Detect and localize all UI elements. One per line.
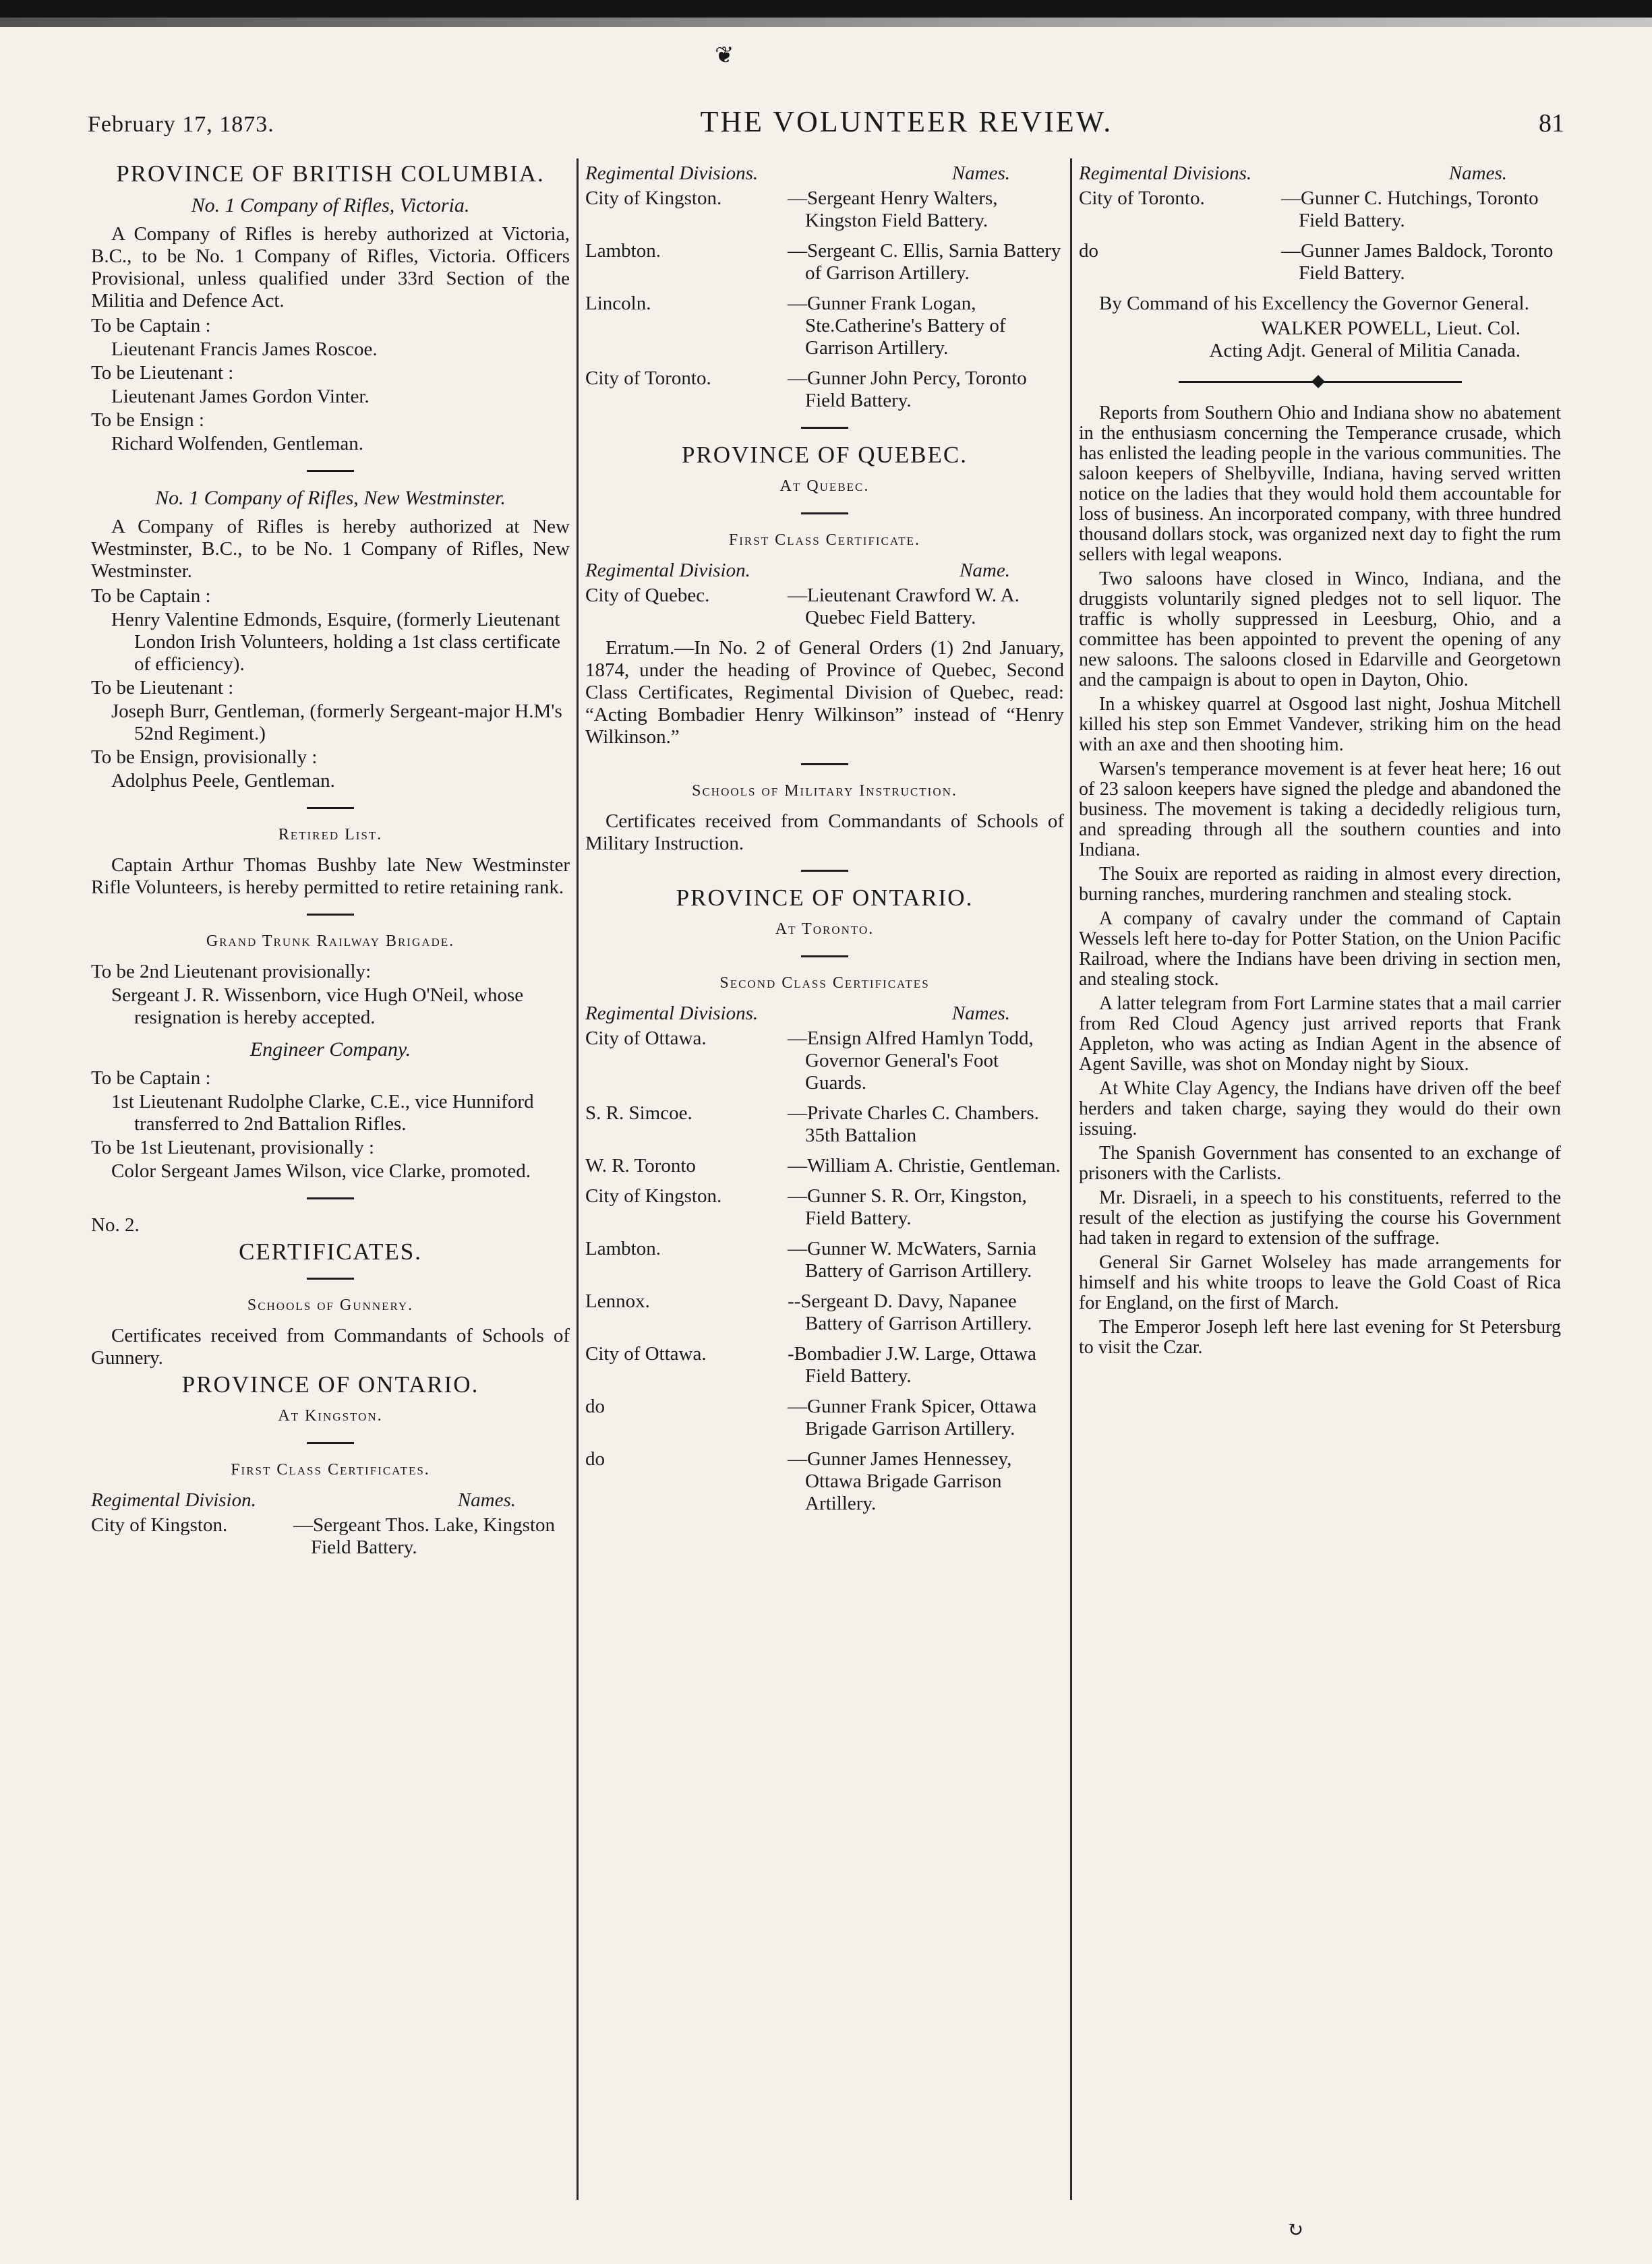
appointment-line: To be Lieutenant : [91,677,234,698]
name-cell: —Ensign Alfred Hamlyn Todd, Governor General's Foot Guards. [788,1027,1034,1094]
division-cell: City of Quebec. [585,585,710,606]
news-paragraph: General Sir Garnet Wolseley has made arrangements for himself and his white troops to leave the Gold Coast of Rica for England, on the first of March. [1079,1252,1561,1313]
appointment-line: To be 1st Lieutenant, provisionally : [91,1137,375,1158]
name-cell: —Sergeant C. Ellis, Sarnia Battery of Garrison Artillery. [788,240,1061,284]
table-header [585,560,1064,582]
appointment-line: To be Lieutenant : [91,362,234,384]
table-header [1079,162,1561,185]
header-division: Regimental Divisions. [585,1003,759,1024]
division-cell: City of Toronto. [1079,187,1205,209]
signer-title: Acting Adjt. General of Militia Canada. [1209,340,1521,361]
ornamental-divider [1179,381,1462,383]
subheading: Retired List. [278,826,383,843]
division-cell: W. R. Toronto [585,1155,696,1176]
divider [307,807,354,809]
subheading: Schools of Military Instruction. [692,782,957,800]
newspaper-title: THE VOLUNTEER REVIEW. [700,105,1113,138]
appointment-name: Adolphus Peele, Gentleman. [111,770,335,792]
header-names: Names. [1448,162,1507,184]
divider [307,1442,354,1444]
division-cell: Lambton. [585,1238,661,1259]
divider [307,470,354,472]
division-cell: S. R. Simcoe. [585,1102,692,1124]
news-paragraph: The Souix are reported as raiding in almost every direction, burning ranches, murdering ranchmen and stealing stock. [1079,864,1561,905]
subheading: At Quebec. [779,477,870,495]
header-names: Name. [960,560,1010,581]
table-header [585,1003,1064,1025]
divider [307,1197,354,1199]
table-row [585,1396,1064,1440]
appointment-line: To be Captain : [91,585,211,607]
name-cell: —Gunner S. R. Orr, Kingston, Field Battery. [788,1185,1027,1229]
name-cell: —Gunner Frank Logan, Ste.Catherine's Battery of Garrison Artillery. [788,293,1006,359]
table-header [585,162,1064,185]
table-header [91,1489,570,1512]
appointment-line: To be Ensign : [91,409,204,431]
appointment-line: To be 2nd Lieutenant provisionally: [91,961,372,982]
paragraph: Certificates received from Commandants of Schools of Gunnery. [91,1325,570,1369]
news-paragraph: The Emperor Joseph left here last evening for St Petersburg to visit the Czar. [1079,1317,1561,1358]
table-row [585,585,1064,629]
division-cell: City of Kingston. [585,187,722,209]
subheading: No. 1 Company of Rifles, New Westminster. [155,487,506,509]
division-cell: do [585,1448,605,1470]
appointment-name: 1st Lieutenant Rudolphe Clarke, C.E., vice Hunniford transferred to 2nd Battalion Rifles. [111,1091,534,1135]
command-line: By Command of his Excellency the Governor General. [1099,293,1529,314]
table-row [585,1238,1064,1282]
name-cell: —Private Charles C. Chambers. 35th Battalion [788,1102,1039,1146]
subheading: No. 1 Company of Rifles, Victoria. [191,194,470,216]
header-division: Regimental Division. [91,1489,256,1511]
news-paragraph: Warsen's temperance movement is at fever heat here; 16 out of 23 saloon keepers have signed the pledge and abandoned the business. The movement is taking a decidedly religious turn, and spreading through all the southern counties and into Indiana. [1079,758,1561,860]
erratum-paragraph: Erratum.—In No. 2 of General Orders (1) 2nd January, 1874, under the heading of Province of Quebec, Second Class Certificates, Regimental Division of Quebec, read: “Acting Bombadier Henry Wilkinson” instead of “Henry Wilkinson.” [585,637,1064,748]
appointment-name: Joseph Burr, Gentleman, (formerly Sergeant-major H.M's 52nd Regiment.) [111,701,562,744]
paragraph: Certificates received from Commandants of Schools of Military Instruction. [585,810,1064,854]
masthead [88,105,1564,145]
issue-date: February 17, 1873. [88,112,274,137]
division-cell: Lincoln. [585,293,651,314]
divider [307,914,354,916]
name-cell: —Gunner C. Hutchings, Toronto Field Battery. [1281,187,1539,231]
order-number: No. 2. [91,1214,140,1236]
appointment-name: Color Sergeant James Wilson, vice Clarke, promoted. [111,1160,531,1182]
divider [801,870,848,872]
name-cell: -Bombadier J.W. Large, Ottawa Field Battery. [788,1343,1036,1387]
division-cell: City of Kingston. [91,1514,228,1536]
column-2 [585,158,1064,2200]
news-paragraph: Two saloons have closed in Winco, Indiana, and the druggists voluntarily signed pledges not to sell liquor. The traffic is wholly suppressed in Leesburg, Ohio, and a committee has been appointed to prevent the opening of any new saloons. The saloons closed in Edarville and Georgetown and the campaign is about to open in Dayton, Ohio. [1079,568,1561,690]
appointment-line: To be Captain : [91,315,211,336]
subheading: First Class Certificates. [231,1461,430,1479]
ornament-icon: ❦ [715,43,734,68]
section-heading: CERTIFICATES. [239,1239,422,1265]
table-row [585,187,1064,232]
division-cell: City of Ottawa. [585,1343,707,1365]
news-paragraph: A company of cavalry under the command of Captain Wessels left here to-day for Potter Station, on the Union Pacific Railroad, where the Indians have been driving in section men, and stealing stock. [1079,908,1561,990]
table-row [1079,240,1561,285]
signer-name: WALKER POWELL, Lieut. Col. [1260,318,1521,339]
news-paragraph: Mr. Disraeli, in a speech to his constituents, referred to the result of the election as justifying the course his Government had taken in regard to extension of the suffrage. [1079,1187,1561,1249]
division-cell: do [1079,240,1098,262]
division-cell: City of Ottawa. [585,1027,707,1049]
column-rule [577,158,579,2200]
appointment-name: Lieutenant James Gordon Vinter. [111,386,370,407]
page-number: 81 [1539,109,1564,138]
column-rule [1070,158,1072,2200]
table-row [585,367,1064,412]
table-row [585,1155,1064,1177]
table-row [585,293,1064,359]
name-cell: —Gunner Frank Spicer, Ottawa Brigade Garrison Artillery. [788,1396,1037,1439]
appointment-name: Lieutenant Francis James Roscoe. [111,338,378,360]
header-names: Names. [457,1489,516,1511]
subheading: Grand Trunk Railway Brigade. [206,932,455,950]
table-row [585,1027,1064,1094]
appointment-name: Richard Wolfenden, Gentleman. [111,433,364,454]
subheading: First Class Certificate. [728,531,921,549]
divider [801,763,848,765]
paragraph: A Company of Rifles is hereby authorized at Victoria, B.C., to be No. 1 Company of Rifles, Victoria. Officers Provisional, unless qualified under 33rd Section of the Militia and Defence Act. [91,223,570,311]
name-cell: —William A. Christie, Gentleman. [788,1155,1061,1176]
subheading: Second Class Certificates [719,974,930,992]
name-cell: —Sergeant Thos. Lake, Kingston Field Battery. [293,1514,555,1558]
name-cell: —Lieutenant Crawford W. A. Quebec Field Battery. [788,585,1020,628]
subheading: Schools of Gunnery. [247,1297,414,1314]
name-cell: --Sergeant D. Davy, Napanee Battery of Garrison Artillery. [788,1290,1032,1334]
appointment-line: To be Ensign, provisionally : [91,746,318,768]
divider [801,955,848,957]
division-cell: Lennox. [585,1290,650,1312]
section-heading: PROVINCE OF ONTARIO. [676,885,974,911]
subheading: Engineer Company. [249,1038,411,1061]
division-cell: City of Toronto. [585,367,711,389]
header-division: Regimental Divisions. [1079,162,1252,184]
table-row [585,1185,1064,1230]
section-heading: PROVINCE OF BRITISH COLUMBIA. [116,160,545,187]
header-division: Regimental Division. [585,560,750,581]
news-paragraph: At White Clay Agency, the Indians have driven off the beef herders and taken charge, saying they would do their own issuing. [1079,1078,1561,1139]
news-paragraph: Reports from Southern Ohio and Indiana show no abatement in the enthusiasm concerning the Temperance crusade, which has enlisted the leading people in the various communities. The saloon keepers of Shelbyville, Indiana, having served written notice on the ladies that they would hold them accountable for loss of business. An incorporated company, with three hundred thousand dollars stock, was organized next day to fight the rum sellers with legal weapons. [1079,403,1561,565]
news-paragraph: A latter telegram from Fort Larmine states that a mail carrier from Red Cloud Agency just arrived reports that Frank Appleton, who was acting as Indian Agent in the absence of Agent Saville, was shot on Monday night by Sioux. [1079,993,1561,1075]
subheading: At Toronto. [775,920,875,938]
name-cell: —Gunner John Percy, Toronto Field Battery. [788,367,1027,411]
divider [801,512,848,514]
divider [801,427,848,429]
name-cell: —Gunner W. McWaters, Sarnia Battery of Garrison Artillery. [788,1238,1036,1282]
name-cell: —Gunner James Hennessey, Ottawa Brigade Garrison Artillery. [788,1448,1012,1514]
subheading: At Kingston. [278,1407,383,1425]
appointment-name: Sergeant J. R. Wissenborn, vice Hugh O'Neil, whose resignation is hereby accepted. [111,984,524,1028]
top-print-band [0,0,1652,18]
name-cell: —Gunner James Baldock, Toronto Field Battery. [1281,240,1554,284]
table-row [585,1448,1064,1515]
paragraph: Captain Arthur Thomas Bushby late New Westminster Rifle Volunteers, is hereby permitted to retire retaining rank. [91,854,570,898]
division-cell: City of Kingston. [585,1185,722,1207]
header-division: Regimental Divisions. [585,162,759,184]
paragraph: A Company of Rifles is hereby authorized at New Westminster, B.C., to be No. 1 Company of Rifles, New Westminster. [91,516,570,582]
appointment-name: Henry Valentine Edmonds, Esquire, (formerly Lieutenant London Irish Volunteers, holding a 1st class certificate of efficiency). [111,609,560,675]
news-paragraph: In a whiskey quarrel at Osgood last night, Joshua Mitchell killed his step son Emmet Vandever, striking him on the head with an axe and then shooting him. [1079,694,1561,755]
table-row [1079,187,1561,232]
ornament-icon: ↻ [1287,2219,1304,2241]
table-row [585,240,1064,285]
table-row [91,1514,570,1559]
column-3 [1079,158,1561,2200]
division-cell: Lambton. [585,240,661,262]
divider [307,1278,354,1280]
appointment-line: To be Captain : [91,1067,211,1089]
section-heading: PROVINCE OF ONTARIO. [181,1371,479,1398]
name-cell: —Sergeant Henry Walters, Kingston Field Battery. [788,187,998,231]
header-names: Names. [951,162,1010,184]
table-row [585,1102,1064,1147]
division-cell: do [585,1396,605,1417]
header-names: Names. [951,1003,1010,1024]
table-row [585,1290,1064,1335]
table-row [585,1343,1064,1388]
top-print-smear [0,18,1652,27]
section-heading: PROVINCE OF QUEBEC. [681,442,968,468]
column-1 [91,158,570,2200]
news-paragraph: The Spanish Government has consented to an exchange of prisoners with the Carlists. [1079,1143,1561,1184]
